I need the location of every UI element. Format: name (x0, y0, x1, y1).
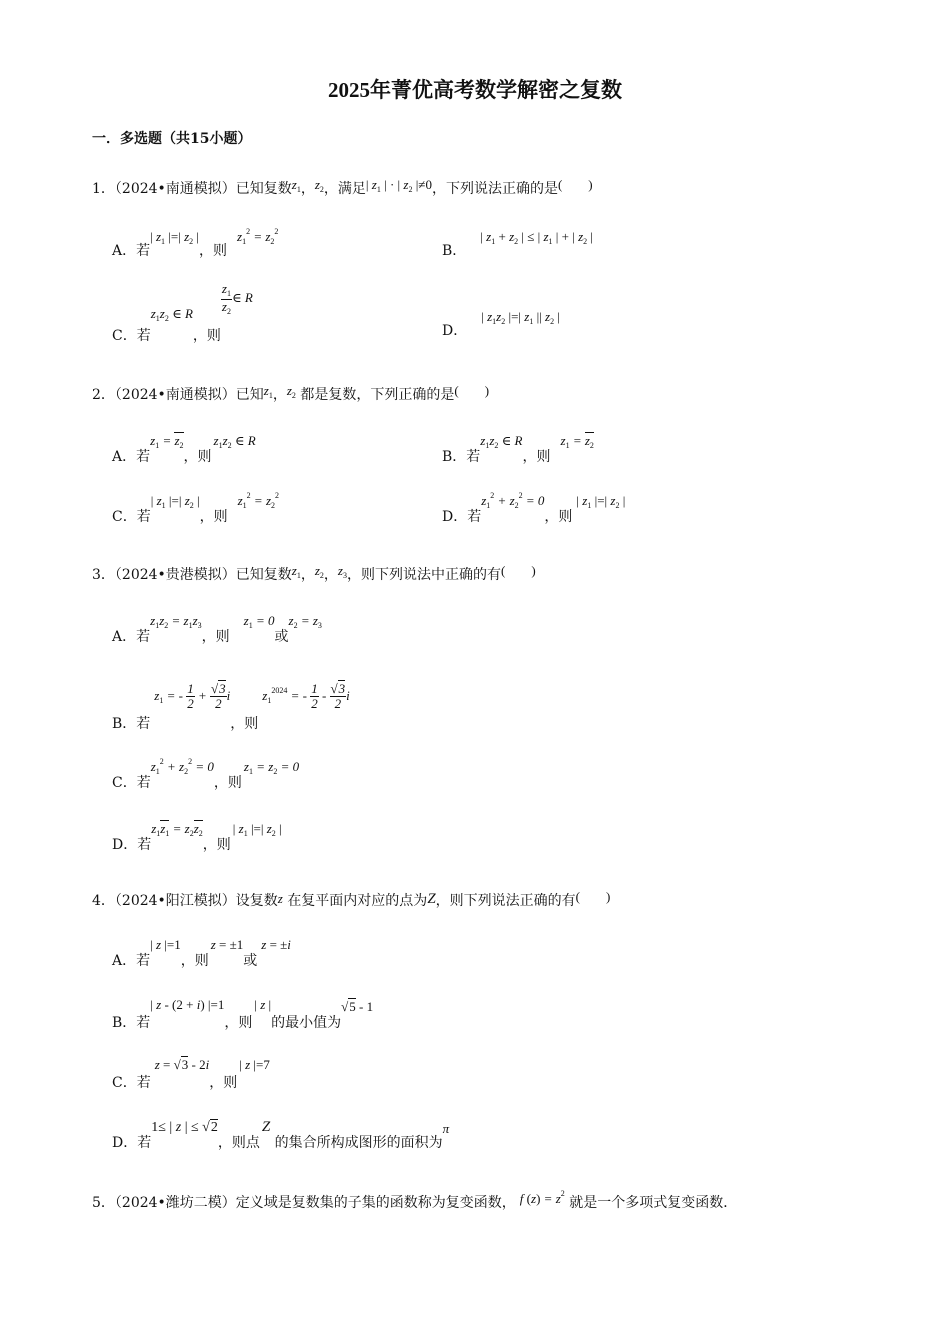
question-4-option-c[interactable]: C．若z = √3 - 2i，则| z |=7 (112, 1057, 270, 1091)
question-1-option-c[interactable]: C．若$z_1z_2$ ∈ R，则 $\frac{z_1}{z_2}$ ∈ R (112, 281, 253, 345)
question-1-option-a[interactable]: A．若| $z_1$ |=| $z_2$ |，则$z_1^2 = z_2^2$ (112, 227, 279, 259)
question-2-option-c[interactable]: C．若| $z_1$ |=| $z_2$ |，则$z_1^2 = z_2^2$ (112, 491, 280, 525)
question-3-option-c[interactable]: C．若$z_1^2 + z_2^2 = 0$，则$z_1 = z_2 = 0$ (112, 757, 300, 791)
question-3-stem: 3．（2024•贵港模拟）已知复数$z_1$，$z_2$，$z_3$，则下列说法中正确的有( ) (92, 563, 536, 583)
page-title: 2025年菁优高考数学解密之复数 (328, 78, 622, 102)
question-2-option-a[interactable]: A．若$z_1 = z_2$，则$z_1z_2$ ∈ R (112, 433, 256, 465)
question-1-stem: 1．（2024•南通模拟）已知复数$z_1$，$z_2$，满足| $z_1$ | · | $z_2$ |≠0，下列说法正确的是( ) (92, 177, 593, 197)
question-4-option-d[interactable]: D．若1≤ | z | ≤ √2，则点Z 的集合所构成图形的面积为π (112, 1119, 450, 1151)
question-1-option-b[interactable]: B．| $z_1 + z_2$ | ≤ | $z_1$ | + | $z_2$ | (442, 229, 593, 259)
question-3-option-a[interactable]: A．若$z_1z_2 = z_1z_3$，则$z_1 = 0$或$z_2 = z_3$ (112, 613, 322, 645)
question-3-option-d[interactable]: D．若$z_1z_1 = z_2z_2$，则| $z_1$ |=| $z_2$ | (112, 821, 282, 853)
question-2-option-b[interactable]: B．若$z_1z_2$ ∈ R，则$z_1 = z_2$ (442, 433, 594, 465)
section-heading: 一．多选题（共15小题） (92, 131, 252, 147)
question-4-stem: 4．（2024•阳江模拟）设复数z 在复平面内对应的点为Z，则下列说法正确的有( ) (92, 889, 611, 909)
question-4-option-a[interactable]: A．若| z |=1，则z = ±1或z = ±i (112, 937, 291, 969)
question-3-option-b[interactable]: B．若$z_1$ = - $\frac{1}{2}$ + $\frac{√3}{2}$ i，则$z_1^{2024}$ = - $\frac{1}{2}$ - $\frac{√3}{2}$ i (112, 681, 350, 732)
question-5-stem: 5．（2024•潍坊二模）定义域是复数集的子集的函数称为复变函数， f $(z) = z^2$ 就是一个多项式复变函数． (92, 1189, 738, 1211)
question-2-option-d[interactable]: D．若$z_1^2 + z_2^2 = 0$，则| $z_1$ |=| $z_2$ | (442, 491, 626, 525)
question-1-option-d[interactable]: D．| $z_1z_2$ |=| $z_1$ || $z_2$ | (442, 309, 560, 339)
question-4-option-b[interactable]: B．若| z - (2 + i) |=1，则| z |的最小值为√5 - 1 (112, 997, 374, 1031)
question-2-stem: 2．（2024•南通模拟）已知$z_1$，$z_2$ 都是复数，下列正确的是( ) (92, 383, 490, 403)
